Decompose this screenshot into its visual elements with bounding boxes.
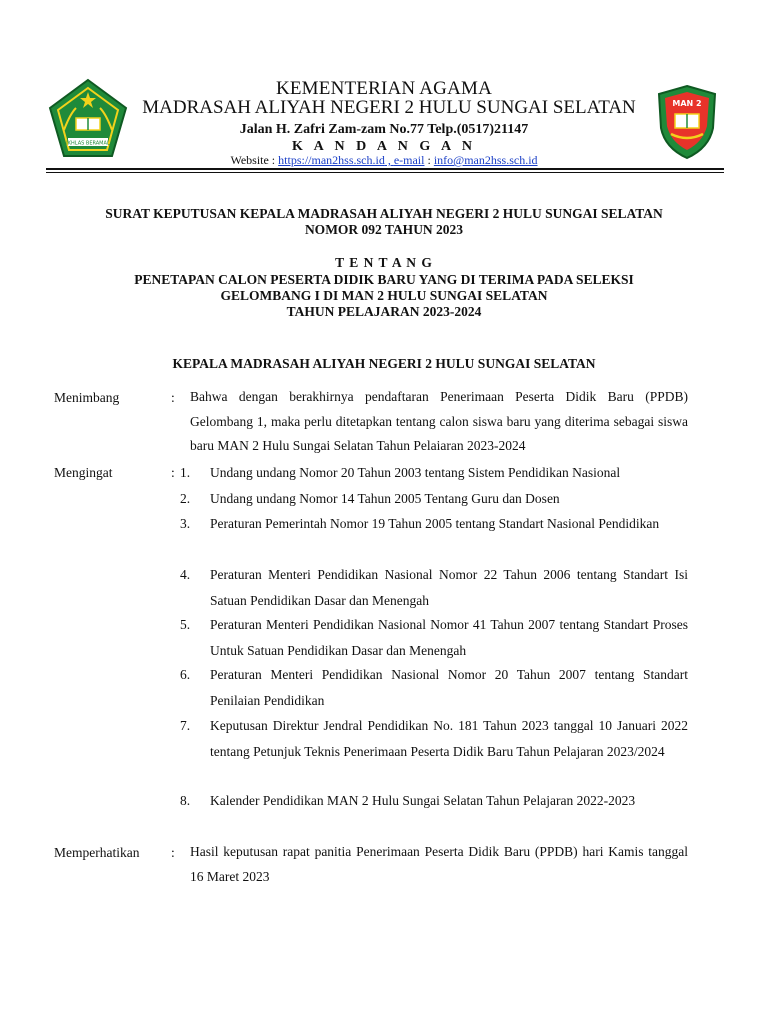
left-logo-text: IKHLAS BERAMAL: [66, 140, 110, 147]
tentang-heading: T E N T A N G: [335, 255, 433, 270]
school-name: MADRASAH ALIYAH NEGERI 2 HULU SUNGAI SELATAN: [142, 97, 636, 118]
decree-number: NOMOR 092 TAHUN 2023: [304, 222, 464, 237]
memperhatikan-text: Hasil keputusan rapat panitia Penerimaan Peserta Didik Baru (PPDB) hari Kamis tanggal 16 Maret 2023: [190, 844, 688, 884]
email-label: e-mail: [393, 153, 425, 167]
item-text: Peraturan Menteri Pendidikan Nasional Nomor 22 Tahun 2006 tentang Standart Isi Satuan Pendidikan Dasar dan Menengah: [210, 567, 688, 608]
right-logo-text: MAN 2: [672, 99, 702, 108]
email-link[interactable]: info@man2hss.sch.id: [433, 153, 538, 167]
menimbang-text: Bahwa dengan berakhirnya pendaftaran Penerimaan Peserta Didik Baru (PPDB) Gelombang 1, maka perlu ditetapkan tentang calon siswa baru yang diterima sebagai siswa baru MAN 2 Hulu Sungai Selatan Tahun Pelaiaran 2023-2024: [190, 389, 688, 453]
letterhead-divider: [46, 168, 724, 173]
email-colon: :: [424, 153, 434, 167]
item-text: Peraturan Pemerintah Nomor 19 Tahun 2005 tentang Standart Nasional Pendidikan: [210, 516, 660, 531]
website-link[interactable]: https://man2hss.sch.id: [278, 153, 385, 167]
memperhatikan-colon: :: [171, 845, 175, 860]
item-number: 8.: [180, 793, 191, 808]
item-number: 5.: [180, 617, 191, 632]
mengingat-colon: :: [171, 465, 175, 480]
item-number: 6.: [180, 667, 191, 682]
item-number: 1.: [180, 465, 191, 480]
item-text: Peraturan Menteri Pendidikan Nasional Nomor 20 Tahun 2007 tentang Standart Penilaian Pendidikan: [210, 667, 688, 708]
item-number: 7.: [180, 718, 191, 733]
item-text: Peraturan Menteri Pendidikan Nasional Nomor 41 Tahun 2007 tentang Standart Proses Untuk Satuan Pendidikan Dasar dan Menengah: [210, 617, 688, 658]
school-address: Jalan H. Zafri Zam-zam No.77 Telp.(0517)21147: [239, 122, 529, 137]
subject-line-3: TAHUN PELAJARAN 2023-2024: [286, 304, 482, 319]
item-text: Undang undang Nomor 14 Tahun 2005 Tentang Guru dan Dosen: [210, 491, 560, 506]
ministry-name: KEMENTERIAN AGAMA: [275, 78, 493, 99]
head-title: KEPALA MADRASAH ALIYAH NEGERI 2 HULU SUNGAI SELATAN: [172, 356, 596, 371]
menimbang-label: Menimbang: [54, 390, 120, 405]
decree-title: SURAT KEPUTUSAN KEPALA MADRASAH ALIYAH NEGERI 2 HULU SUNGAI SELATAN: [105, 206, 663, 221]
item-text: Undang undang Nomor 20 Tahun 2003 tentang Sistem Pendidikan Nasional: [210, 465, 621, 480]
item-number: 2.: [180, 491, 191, 506]
item-number: 4.: [180, 567, 191, 582]
item-number: 3.: [180, 516, 191, 531]
school-city: K A N D A N G A N: [292, 139, 476, 154]
mengingat-label: Mengingat: [54, 465, 113, 480]
item-text: Keputusan Direktur Jendral Pendidikan No. 181 Tahun 2023 tanggal 10 Januari 2022 tentang Petunjuk Teknis Penerimaan Peserta Didik Baru Tahun Pelajaran 2023/2024: [210, 718, 688, 759]
menimbang-colon: :: [171, 390, 175, 405]
subject-line-1: PENETAPAN CALON PESERTA DIDIK BARU YANG DI TERIMA PADA SELEKSI: [134, 272, 634, 287]
item-text: Kalender Pendidikan MAN 2 Hulu Sungai Selatan Tahun Pelajaran 2022-2023: [210, 793, 636, 808]
email-separator: ,: [384, 153, 394, 167]
subject-line-2: GELOMBANG I DI MAN 2 HULU SUNGAI SELATAN: [220, 288, 548, 303]
memperhatikan-label: Memperhatikan: [54, 845, 140, 860]
website-line: [0, 153, 768, 168]
website-label: Website :: [230, 153, 279, 167]
